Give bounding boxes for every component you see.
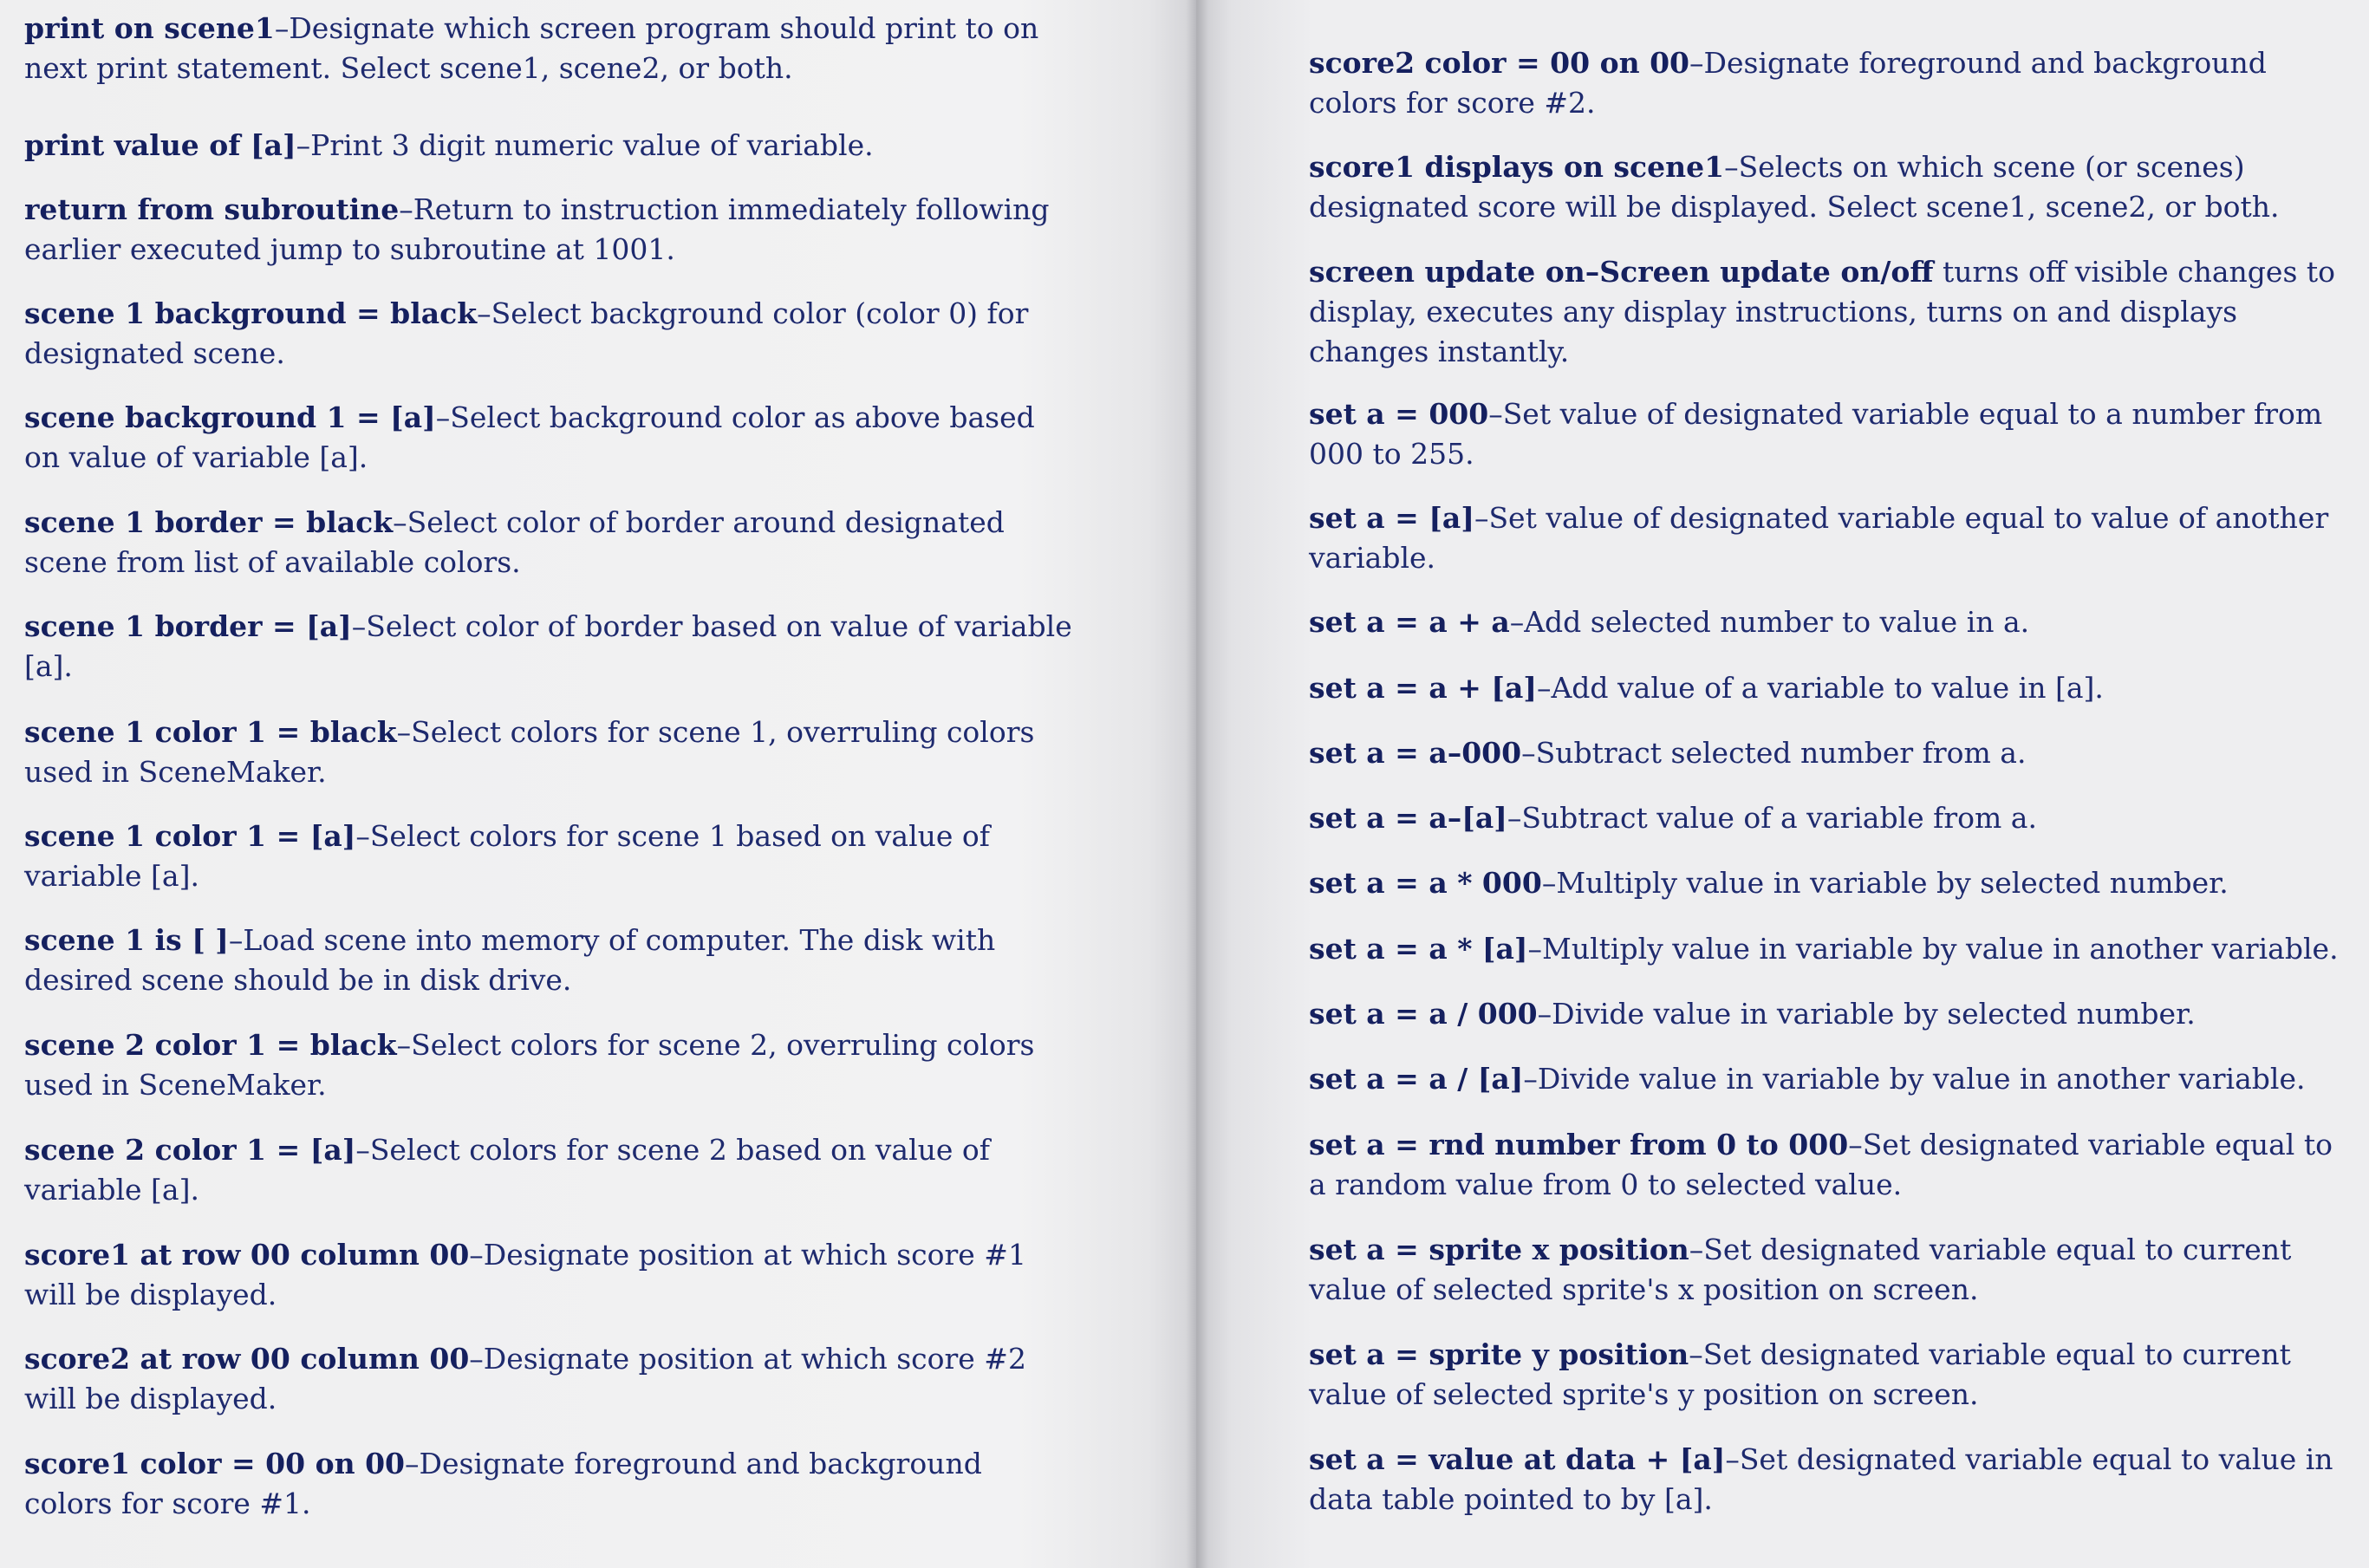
entry-description: –Select background color as above based on value of variable [a]. bbox=[24, 400, 1035, 474]
entry-term: set a = a–000 bbox=[1309, 736, 1522, 770]
entry-description: –Select colors for scene 1, overruling colors used in SceneMaker. bbox=[24, 715, 1035, 789]
entry-term: score1 displays on scene1 bbox=[1309, 150, 1725, 184]
entry-description: –Designate foreground and background colors for score #1. bbox=[24, 1447, 982, 1520]
glossary-entry bbox=[1309, 1230, 2358, 1310]
entry-description: –Load scene into memory of computer. The disk with desired scene should be in disk drive. bbox=[24, 923, 996, 997]
entry-description: –Return to instruction immediately following earlier executed jump to subroutine at 1001. bbox=[24, 192, 1050, 266]
entry-description: –Set designated variable equal to a random value from 0 to selected value. bbox=[1309, 1128, 2333, 1201]
entry-term: scene 1 color 1 = black bbox=[24, 715, 397, 749]
right-page bbox=[1196, 0, 2369, 1568]
entry-description: –Set value of designated variable equal to a number from 000 to 255. bbox=[1309, 397, 2323, 471]
entry-description: –Set designated variable equal to current value of selected sprite's y position on screen. bbox=[1309, 1337, 2291, 1411]
entry-term: scene background 1 = [a] bbox=[24, 400, 436, 434]
entry-term: set a = a–[a] bbox=[1309, 801, 1507, 835]
glossary-entry bbox=[24, 126, 1073, 166]
book-gutter bbox=[1186, 0, 1208, 1568]
glossary-entry bbox=[24, 1025, 1073, 1105]
glossary-entry bbox=[1309, 147, 2358, 227]
entry-description: –Set value of designated variable equal to value of another variable. bbox=[1309, 501, 2329, 575]
entry-description: –Divide value in variable by selected number. bbox=[1537, 997, 2196, 1031]
entry-term: scene 2 color 1 = [a] bbox=[24, 1133, 356, 1167]
glossary-entry bbox=[1309, 1335, 2358, 1415]
entry-term: set a = sprite x position bbox=[1309, 1233, 1689, 1266]
glossary-entry bbox=[24, 1235, 1073, 1315]
glossary-entry bbox=[1309, 668, 2358, 708]
glossary-entry bbox=[24, 398, 1073, 478]
glossary-entry bbox=[1309, 498, 2358, 578]
entry-description: –Multiply value in variable by value in another variable. bbox=[1527, 932, 2339, 966]
entry-term: screen update on–Screen update on/off bbox=[1309, 255, 1934, 289]
entry-description: –Subtract selected number from a. bbox=[1521, 736, 2027, 770]
entry-description: turns off visible changes to display, executes any display instructions, turns on and displays changes instantly. bbox=[1309, 255, 2335, 368]
entry-description: –Select color of border based on value of variable [a]. bbox=[24, 609, 1072, 683]
entry-term: set a = a / 000 bbox=[1309, 997, 1538, 1031]
entry-term: return from subroutine bbox=[24, 192, 400, 226]
entry-term: score2 color = 00 on 00 bbox=[1309, 46, 1690, 80]
entry-term: scene 1 border = black bbox=[24, 505, 394, 539]
entry-description: –Set designated variable equal to current value of selected sprite's x position on screen. bbox=[1309, 1233, 2292, 1306]
entry-description: –Add selected number to value in a. bbox=[1509, 605, 2030, 639]
entry-description: –Select colors for scene 1 based on value of variable [a]. bbox=[24, 819, 991, 893]
entry-description: –Add value of a variable to value in [a]. bbox=[1536, 671, 2104, 705]
entry-description: –Selects on which scene (or scenes) designated score will be displayed. Select scene1, scene2, or both. bbox=[1309, 150, 2280, 224]
entry-term: score2 at row 00 column 00 bbox=[24, 1342, 470, 1376]
glossary-entry bbox=[1309, 43, 2358, 123]
entry-description: –Designate foreground and background colors for score #2. bbox=[1309, 46, 2267, 120]
entry-term: scene 1 is [ ] bbox=[24, 923, 229, 957]
entry-description: –Select colors for scene 2, overruling colors used in SceneMaker. bbox=[24, 1028, 1035, 1102]
entry-description: –Designate position at which score #2 will be displayed. bbox=[24, 1342, 1026, 1415]
glossary-entry bbox=[24, 1339, 1073, 1419]
entry-term: scene 2 color 1 = black bbox=[24, 1028, 397, 1062]
glossary-entry bbox=[24, 190, 1073, 270]
glossary-entry bbox=[24, 817, 1073, 896]
glossary-entry bbox=[24, 1130, 1073, 1210]
glossary-entry bbox=[24, 503, 1073, 582]
entry-description: –Subtract value of a variable from a. bbox=[1507, 801, 2037, 835]
entry-term: score1 at row 00 column 00 bbox=[24, 1238, 470, 1272]
entry-description: –Print 3 digit numeric value of variable. bbox=[296, 128, 874, 162]
glossary-entry bbox=[1309, 394, 2358, 474]
entry-term: set a = [a] bbox=[1309, 501, 1474, 535]
glossary-entry bbox=[1309, 1125, 2358, 1205]
entry-description: –Select color of border around designated scene from list of available colors. bbox=[24, 505, 1005, 579]
entry-description: –Designate which screen program should print to on next print statement. Select scene1, scene2, or both. bbox=[24, 11, 1039, 85]
entry-term: set a = sprite y position bbox=[1309, 1337, 1689, 1371]
glossary-entry bbox=[24, 607, 1073, 686]
entry-term: set a = a * [a] bbox=[1309, 932, 1528, 966]
glossary-entry bbox=[1309, 1440, 2358, 1519]
entry-term: print on scene1 bbox=[24, 11, 275, 45]
entry-term: set a = value at data + [a] bbox=[1309, 1442, 1726, 1476]
glossary-entry bbox=[1309, 1059, 2358, 1099]
entry-term: score1 color = 00 on 00 bbox=[24, 1447, 406, 1480]
glossary-entry bbox=[1309, 798, 2358, 838]
glossary-entry bbox=[1309, 863, 2358, 903]
entry-term: scene 1 border = [a] bbox=[24, 609, 352, 643]
entry-description: –Select background color (color 0) for designated scene. bbox=[24, 296, 1029, 370]
entry-term: set a = a + [a] bbox=[1309, 671, 1537, 705]
glossary-entry bbox=[24, 1444, 1073, 1524]
glossary-entry bbox=[24, 9, 1073, 88]
glossary-entry bbox=[1309, 252, 2358, 372]
glossary-entry bbox=[1309, 929, 2358, 969]
glossary-entry bbox=[24, 921, 1073, 1000]
entry-term: set a = 000 bbox=[1309, 397, 1489, 431]
entry-description: –Divide value in variable by value in another variable. bbox=[1523, 1062, 2306, 1096]
glossary-entry bbox=[1309, 733, 2358, 773]
entry-term: set a = a * 000 bbox=[1309, 866, 1542, 900]
entry-term: set a = a / [a] bbox=[1309, 1062, 1524, 1096]
glossary-entry bbox=[24, 712, 1073, 792]
entry-term: set a = a + a bbox=[1309, 605, 1510, 639]
glossary-entry bbox=[1309, 602, 2358, 642]
entry-description: –Multiply value in variable by selected number. bbox=[1541, 866, 2229, 900]
entry-term: set a = rnd number from 0 to 000 bbox=[1309, 1128, 1849, 1161]
entry-term: print value of [a] bbox=[24, 128, 296, 162]
entry-term: scene 1 background = black bbox=[24, 296, 478, 330]
glossary-entry bbox=[24, 294, 1073, 374]
entry-description: –Set designated variable equal to value in data table pointed to by [a]. bbox=[1309, 1442, 2333, 1516]
entry-description: –Designate position at which score #1 will be displayed. bbox=[24, 1238, 1026, 1311]
entry-term: scene 1 color 1 = [a] bbox=[24, 819, 356, 853]
entry-description: –Select colors for scene 2 based on value of variable [a]. bbox=[24, 1133, 991, 1207]
glossary-entry bbox=[1309, 994, 2358, 1034]
